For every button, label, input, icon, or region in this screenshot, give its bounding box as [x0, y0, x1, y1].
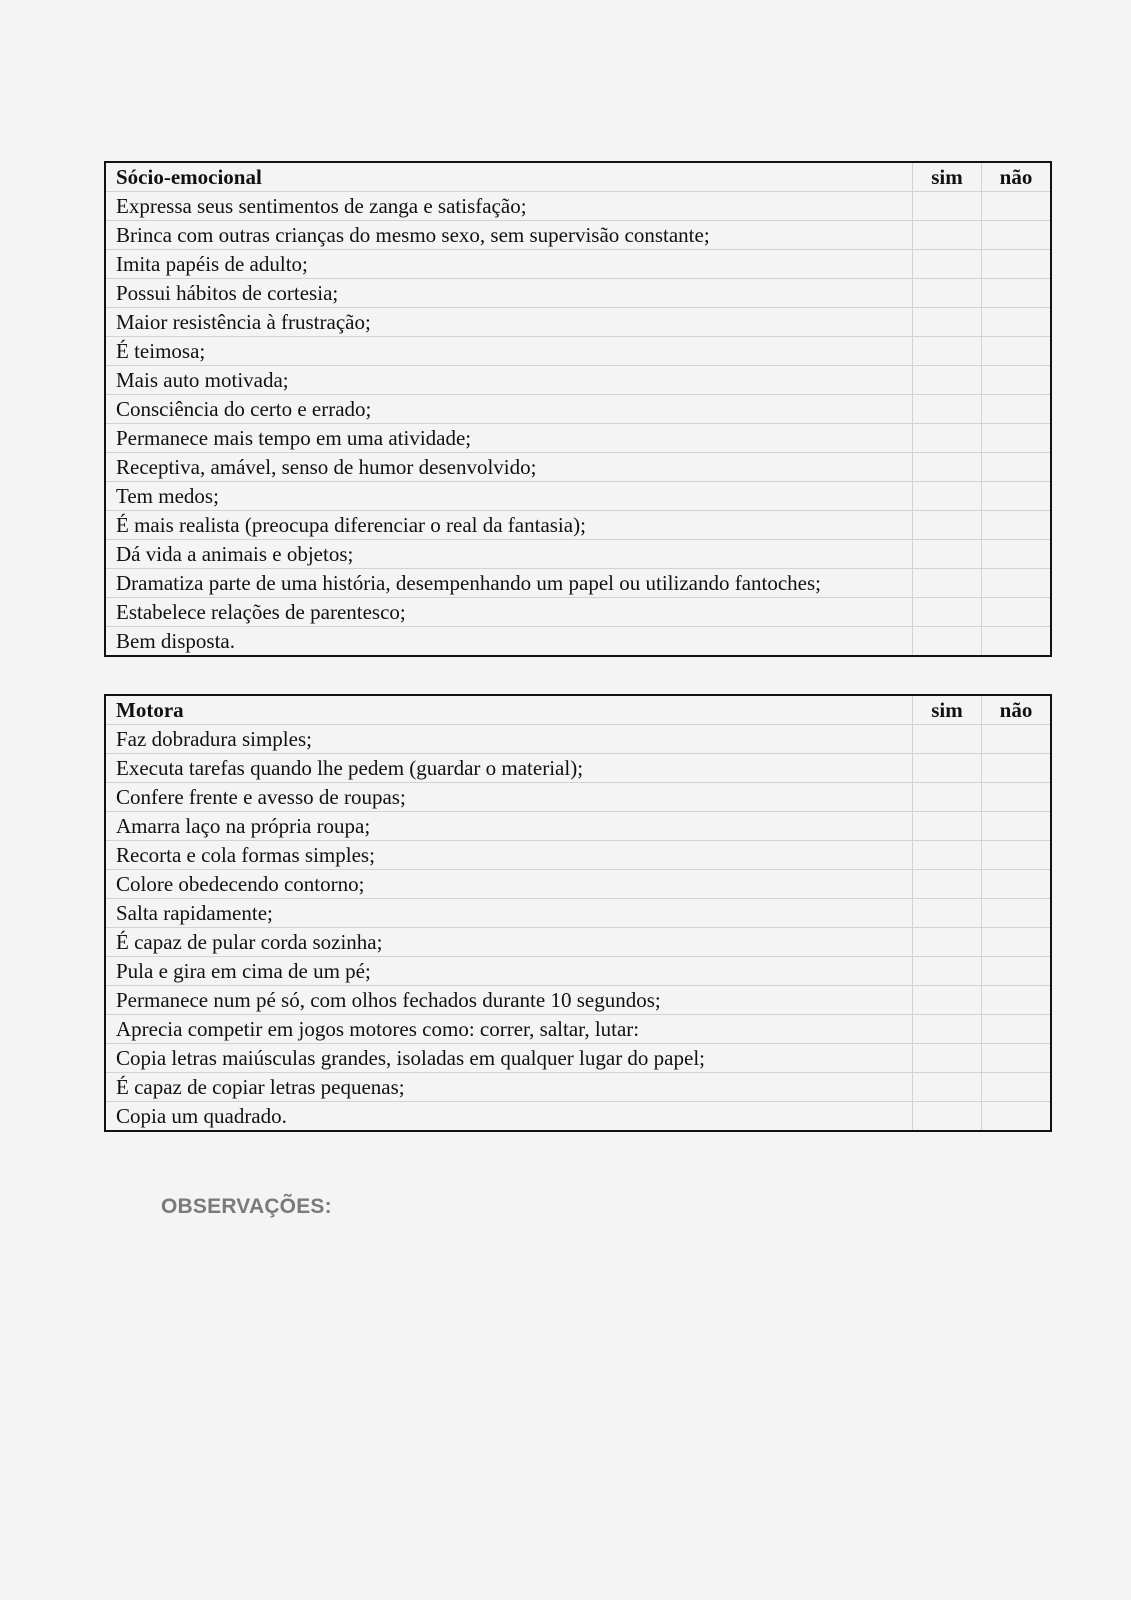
sim-checkbox-cell[interactable]: [913, 812, 982, 841]
sim-checkbox-cell[interactable]: [913, 870, 982, 899]
sim-checkbox-cell[interactable]: [913, 1015, 982, 1044]
checklist-item-label: Mais auto motivada;: [105, 366, 913, 395]
nao-checkbox-cell[interactable]: [982, 569, 1052, 598]
nao-checkbox-cell[interactable]: [982, 279, 1052, 308]
checklist-item-label: Pula e gira em cima de um pé;: [105, 957, 913, 986]
checklist-row: [105, 1102, 1051, 1132]
checklist-item-label: É capaz de pular corda sozinha;: [105, 928, 913, 957]
checklist-item-label: Bem disposta.: [105, 627, 913, 657]
table-header-row: [105, 162, 1051, 192]
sim-checkbox-cell[interactable]: [913, 511, 982, 540]
sim-checkbox-cell[interactable]: [913, 540, 982, 569]
checklist-item-label: Executa tarefas quando lhe pedem (guardar o material);: [105, 754, 913, 783]
checklist-item-label: É teimosa;: [105, 337, 913, 366]
nao-checkbox-cell[interactable]: [982, 986, 1052, 1015]
checklist-item-label: Brinca com outras crianças do mesmo sexo, sem supervisão constante;: [105, 221, 913, 250]
nao-checkbox-cell[interactable]: [982, 395, 1052, 424]
nao-checkbox-cell[interactable]: [982, 192, 1052, 221]
checklist-item-label: Consciência do certo e errado;: [105, 395, 913, 424]
sim-checkbox-cell[interactable]: [913, 725, 982, 754]
checklist-item-label: Possui hábitos de cortesia;: [105, 279, 913, 308]
sim-checkbox-cell[interactable]: [913, 986, 982, 1015]
checklist-row: [105, 366, 1051, 395]
sim-checkbox-cell[interactable]: [913, 424, 982, 453]
sim-checkbox-cell[interactable]: [913, 395, 982, 424]
sim-checkbox-cell[interactable]: [913, 957, 982, 986]
nao-checkbox-cell[interactable]: [982, 841, 1052, 870]
checklist-row: [105, 870, 1051, 899]
checklist-row: [105, 754, 1051, 783]
checklist-item-label: Faz dobradura simples;: [105, 725, 913, 754]
checklist-item-label: Tem medos;: [105, 482, 913, 511]
table-header-row: [105, 695, 1051, 725]
sim-column-header: sim: [913, 695, 982, 725]
sim-checkbox-cell[interactable]: [913, 366, 982, 395]
sim-checkbox-cell[interactable]: [913, 783, 982, 812]
checklist-row: [105, 783, 1051, 812]
nao-checkbox-cell[interactable]: [982, 308, 1052, 337]
sim-checkbox-cell[interactable]: [913, 1044, 982, 1073]
sim-checkbox-cell[interactable]: [913, 192, 982, 221]
nao-checkbox-cell[interactable]: [982, 221, 1052, 250]
checklist-item-label: É mais realista (preocupa diferenciar o real da fantasia);: [105, 511, 913, 540]
sim-checkbox-cell[interactable]: [913, 337, 982, 366]
nao-checkbox-cell[interactable]: [982, 1073, 1052, 1102]
checklist-item-label: Confere frente e avesso de roupas;: [105, 783, 913, 812]
checklist-row: [105, 482, 1051, 511]
nao-checkbox-cell[interactable]: [982, 1015, 1052, 1044]
sim-checkbox-cell[interactable]: [913, 899, 982, 928]
checklist-row: [105, 221, 1051, 250]
checklist-row: [105, 725, 1051, 754]
section-title: Motora: [105, 695, 913, 725]
nao-checkbox-cell[interactable]: [982, 482, 1052, 511]
sim-checkbox-cell[interactable]: [913, 279, 982, 308]
checklist-row: [105, 569, 1051, 598]
sim-checkbox-cell[interactable]: [913, 841, 982, 870]
checklist-item-label: Recorta e cola formas simples;: [105, 841, 913, 870]
motora-table: [104, 694, 1052, 1132]
checklist-item-label: Amarra laço na própria roupa;: [105, 812, 913, 841]
sim-checkbox-cell[interactable]: [913, 1073, 982, 1102]
sim-checkbox-cell[interactable]: [913, 598, 982, 627]
checklist-row: [105, 899, 1051, 928]
sim-checkbox-cell[interactable]: [913, 627, 982, 657]
sim-checkbox-cell[interactable]: [913, 754, 982, 783]
sim-checkbox-cell[interactable]: [913, 928, 982, 957]
nao-checkbox-cell[interactable]: [982, 337, 1052, 366]
checklist-row: [105, 598, 1051, 627]
nao-checkbox-cell[interactable]: [982, 598, 1052, 627]
sim-column-header: sim: [913, 162, 982, 192]
sim-checkbox-cell[interactable]: [913, 1102, 982, 1132]
nao-column-header: não: [982, 695, 1052, 725]
checklist-item-label: É capaz de copiar letras pequenas;: [105, 1073, 913, 1102]
checklist-row: [105, 812, 1051, 841]
checklist-row: [105, 279, 1051, 308]
sim-checkbox-cell[interactable]: [913, 221, 982, 250]
nao-checkbox-cell[interactable]: [982, 540, 1052, 569]
checklist-row: [105, 540, 1051, 569]
checklist-item-label: Imita papéis de adulto;: [105, 250, 913, 279]
checklist-row: [105, 928, 1051, 957]
checklist-row: [105, 424, 1051, 453]
nao-checkbox-cell[interactable]: [982, 870, 1052, 899]
nao-checkbox-cell[interactable]: [982, 366, 1052, 395]
section-title: Sócio-emocional: [105, 162, 913, 192]
checklist-row: [105, 337, 1051, 366]
sim-checkbox-cell[interactable]: [913, 569, 982, 598]
checklist-item-label: Aprecia competir em jogos motores como: correr, saltar, lutar:: [105, 1015, 913, 1044]
nao-checkbox-cell[interactable]: [982, 1102, 1052, 1132]
checklist-row: [105, 1015, 1051, 1044]
nao-checkbox-cell[interactable]: [982, 899, 1052, 928]
checklist-item-label: Copia um quadrado.: [105, 1102, 913, 1132]
nao-checkbox-cell[interactable]: [982, 928, 1052, 957]
nao-checkbox-cell[interactable]: [982, 424, 1052, 453]
checklist-item-label: Salta rapidamente;: [105, 899, 913, 928]
checklist-item-label: Colore obedecendo contorno;: [105, 870, 913, 899]
checklist-row: [105, 395, 1051, 424]
checklist-row: [105, 957, 1051, 986]
checklist-item-label: Dá vida a animais e objetos;: [105, 540, 913, 569]
checklist-item-label: Expressa seus sentimentos de zanga e satisfação;: [105, 192, 913, 221]
nao-checkbox-cell[interactable]: [982, 754, 1052, 783]
nao-checkbox-cell[interactable]: [982, 812, 1052, 841]
checklist-row: [105, 841, 1051, 870]
checklist-item-label: Receptiva, amável, senso de humor desenvolvido;: [105, 453, 913, 482]
socio-emocional-table: [104, 161, 1052, 657]
sim-checkbox-cell[interactable]: [913, 308, 982, 337]
checklist-row: [105, 1073, 1051, 1102]
sim-checkbox-cell[interactable]: [913, 453, 982, 482]
checklist-item-label: Permanece num pé só, com olhos fechados durante 10 segundos;: [105, 986, 913, 1015]
checklist-item-label: Permanece mais tempo em uma atividade;: [105, 424, 913, 453]
nao-checkbox-cell[interactable]: [982, 1044, 1052, 1073]
checklist-row: [105, 308, 1051, 337]
nao-checkbox-cell[interactable]: [982, 250, 1052, 279]
checklist-row: [105, 453, 1051, 482]
checklist-item-label: Maior resistência à frustração;: [105, 308, 913, 337]
checklist-row: [105, 986, 1051, 1015]
checklist-row: [105, 511, 1051, 540]
checklist-row: [105, 192, 1051, 221]
nao-checkbox-cell[interactable]: [982, 453, 1052, 482]
nao-checkbox-cell[interactable]: [982, 957, 1052, 986]
sim-checkbox-cell[interactable]: [913, 250, 982, 279]
checklist-item-label: Dramatiza parte de uma história, desempenhando um papel ou utilizando fantoches;: [105, 569, 913, 598]
checklist-item-label: Estabelece relações de parentesco;: [105, 598, 913, 627]
observations-label: OBSERVAÇÕES:: [161, 1195, 332, 1218]
checklist-row: [105, 1044, 1051, 1073]
checklist-row: [105, 627, 1051, 657]
nao-checkbox-cell[interactable]: [982, 783, 1052, 812]
nao-checkbox-cell[interactable]: [982, 511, 1052, 540]
checklist-row: [105, 250, 1051, 279]
nao-checkbox-cell[interactable]: [982, 627, 1052, 657]
sim-checkbox-cell[interactable]: [913, 482, 982, 511]
nao-checkbox-cell[interactable]: [982, 725, 1052, 754]
nao-column-header: não: [982, 162, 1052, 192]
checklist-item-label: Copia letras maiúsculas grandes, isoladas em qualquer lugar do papel;: [105, 1044, 913, 1073]
